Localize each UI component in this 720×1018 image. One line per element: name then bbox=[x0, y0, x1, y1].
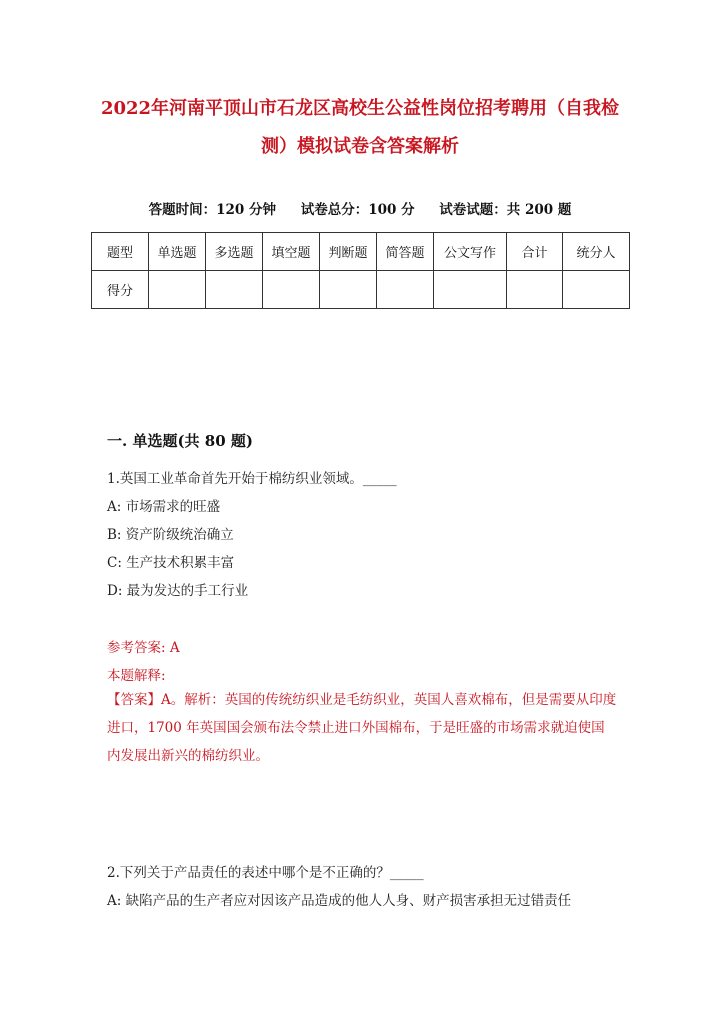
score-cell bbox=[320, 271, 377, 309]
score-cell bbox=[206, 271, 263, 309]
score-table-header-cell: 判断题 bbox=[320, 233, 377, 271]
score-table-header-cell: 填空题 bbox=[263, 233, 320, 271]
exam-total-score: 试卷总分：100 分 bbox=[300, 202, 415, 218]
document-title-line-2: 测）模拟试卷含答案解析 bbox=[261, 136, 459, 157]
score-table-header-cell: 多选题 bbox=[206, 233, 263, 271]
question-1-option-d: D: 最为发达的手工行业 bbox=[107, 583, 249, 599]
score-cell bbox=[377, 271, 434, 309]
score-table-header-cell: 题型 bbox=[92, 233, 149, 271]
score-table-header-cell: 简答题 bbox=[377, 233, 434, 271]
score-table-header-row bbox=[92, 233, 630, 271]
question-1-stem: 1.英国工业革命首先开始于棉纺织业领域。_____ bbox=[107, 471, 397, 487]
score-table-header-cell: 公文写作 bbox=[434, 233, 507, 271]
question-2-option-a: A: 缺陷产品的生产者应对因该产品造成的他人人身、财产损害承担无过错责任 bbox=[107, 893, 572, 909]
score-table-header-cell: 单选题 bbox=[149, 233, 206, 271]
document-title-line-1: 2022年河南平顶山市石龙区高校生公益性岗位招考聘用（自我检 bbox=[100, 98, 620, 119]
score-table bbox=[91, 232, 630, 309]
score-table-score-row bbox=[92, 271, 630, 309]
question-1-option-a: A: 市场需求的旺盛 bbox=[107, 499, 221, 515]
question-2-stem: 2.下列关于产品责任的表述中哪个是不正确的？_____ bbox=[107, 865, 424, 881]
score-cell bbox=[149, 271, 206, 309]
score-cell bbox=[507, 271, 563, 309]
section-heading: 一. 单选题(共 80 题) bbox=[107, 432, 253, 450]
score-table-header-cell: 合计 bbox=[507, 233, 563, 271]
question-1-option-b: B: 资产阶级统治确立 bbox=[107, 527, 234, 543]
score-table-header-cell: 统分人 bbox=[563, 233, 630, 271]
exam-time: 答题时间：120 分钟 bbox=[148, 202, 276, 218]
question-1-option-c: C: 生产技术积累丰富 bbox=[107, 555, 235, 571]
exam-meta bbox=[0, 198, 720, 218]
question-1-explain-label: 本题解释: bbox=[107, 668, 166, 684]
score-cell bbox=[434, 271, 507, 309]
question-1-answer: 参考答案: A bbox=[107, 640, 180, 656]
score-row-label: 得分 bbox=[92, 271, 149, 309]
score-cell bbox=[263, 271, 320, 309]
question-1-explanation: 【答案】A。解析：英国的传统纺织业是毛纺织业，英国人喜欢棉布，但是需要从印度进口，1700 年英国国会颁布法令禁止进口外国棉布，于是旺盛的市场需求就迫使国内发展出新兴的棉纺织业。 bbox=[107, 692, 617, 764]
score-cell bbox=[563, 271, 630, 309]
exam-question-count: 试卷试题：共 200 题 bbox=[439, 202, 572, 218]
